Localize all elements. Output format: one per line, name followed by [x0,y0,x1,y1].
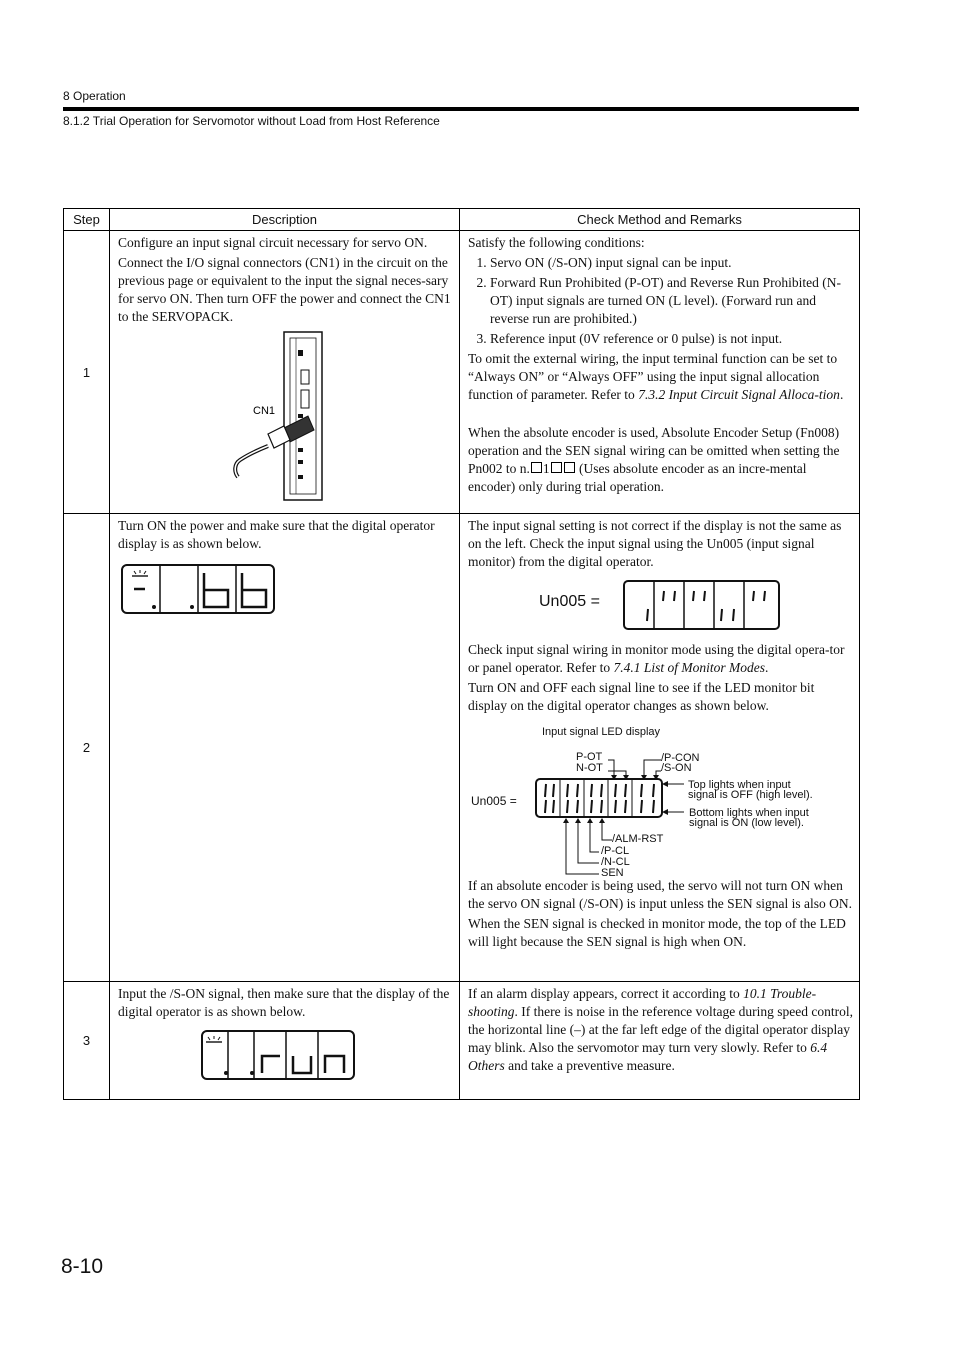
list-item: 1. Servo ON (/S-ON) input signal can be input. [490,254,853,272]
label-n-cl: /N-CL [601,856,630,868]
step1-condition-list [468,254,853,348]
label-n-ot: N-OT [576,762,603,774]
step3-check [460,982,860,1100]
signal-bit-diagram [468,717,858,887]
un005-led-display [622,579,782,633]
page-number: 8-10 [61,1255,104,1278]
ref-troubleshooting[interactable]: 10.1 Trouble-shooting [468,986,817,1019]
list-item: 3. Reference input (0V reference or 0 pulse) is not input. [490,330,853,348]
step3-description [110,982,460,1100]
step1-check-intro: Satisfy the following conditions: [468,235,645,250]
label-sen: SEN [601,867,624,879]
label-p-con: /P-CON [661,752,700,764]
step1-desc-p2: Connect the I/O signal connectors (CN1) in the circuit on the previous page or equivalent to the input the signal neces-sary for servo ON. Then turn OFF the power and connect the CN1 to the SERVOPACK. [118,255,451,324]
note-bottom-1: Bottom lights when input [689,807,809,819]
table-row-step-2 [64,514,860,982]
step2-check-p1: The input signal setting is not correct if the display is not the same as on the left. Check the input signal using the Un005 (input signal monitor) from the digital operator. [468,518,842,569]
label-s-on: /S-ON [661,762,692,774]
input-signal-led-diagram [468,717,853,877]
step1-check [460,231,860,514]
label-p-ot: P-OT [576,751,603,763]
step2-check-p3: Turn ON and OFF each signal line to see if the LED monitor bit display on the digital operator changes as shown below. [468,680,815,713]
col-step-header: Step [64,209,110,231]
step1-check-p2: To omit the external wiring, the input terminal function can be set to “Always ON” or “Always OFF” using the input signal allocation function of parameter. Refer to 7.3.2 Input Circuit Signal Alloca-tion. [468,351,844,402]
note-top-1: Top lights when input [688,779,791,791]
list-item: 2. Forward Run Prohibited (P-OT) and Reverse Run Prohibited (N-OT) input signals are turned ON (L level). (Forward run and reverse run are prohibited.) [490,274,853,328]
note-top-2: signal is OFF (high level). [688,789,813,801]
cn1-label: CN1 [253,405,276,417]
step2-check [460,514,860,982]
ref-monitor-modes[interactable]: 7.4.1 List of Monitor Modes [613,660,765,675]
un005-monitor [468,573,853,637]
label-p-cl: /P-CL [601,845,630,857]
un005-label: Un005 = [539,593,600,610]
step2-check-p2: Check input signal wiring in monitor mode using the digital opera-tor or panel operator. Refer to 7.4.1 List of Monitor Modes. [468,642,845,675]
ref-input-allocation[interactable]: 7.3.2 Input Circuit Signal Alloca-tion [638,387,840,402]
step3-check-text: If an alarm display appears, correct it according to 10.1 Trouble-shooting. If there is noise in the reference voltage during speed control, the horizontal line (–) at the far left edge of the digital operator display may blink. Also the servomotor may turn very slowly. Refer to 6.4 Others and take a preventive measure. [468,986,854,1073]
step1-desc-p1: Configure an input signal circuit necessary for servo ON. [118,235,428,250]
diagram-un005: Un005 = [471,794,517,808]
header-rule [63,107,859,111]
chapter-header: 8 Operation [63,89,126,103]
step1-check-p3: When the absolute encoder is used, Absolute Encoder Setup (Fn008) operation and the SEN signal wiring can be omitted when setting the Pn002 to n. 1 (Uses absolute encoder as an incre-mental encoder) only during trial operation. [468,425,840,494]
col-check-header: Check Method and Remarks [460,209,860,231]
step2-description [110,514,460,982]
digital-operator-bb-display [118,561,278,617]
step2-check-p4: If an absolute encoder is being used, the servo will not turn ON when the servo ON signal (/S-ON) is input unless the SEN signal is also ON. [468,878,852,911]
step-number: 2 [64,514,110,982]
step2-check-p5: When the SEN signal is checked in monitor mode, the top of the LED will light because the SEN signal is high when ON. [468,916,846,949]
servopack-drawing [118,330,454,502]
servopack-illustration [118,328,453,500]
diagram-title: Input signal LED display [542,726,661,738]
col-description-header: Description [110,209,460,231]
ref-others[interactable]: 6.4 Others [468,1040,828,1073]
trial-operation-table [63,208,860,1100]
step2-desc: Turn ON the power and make sure that the digital operator display is as shown below. [118,518,435,551]
section-header: 8.1.2 Trial Operation for Servomotor without Load from Host Reference [63,114,440,128]
step-number: 3 [64,982,110,1100]
step-number: 1 [64,231,110,514]
step3-desc: Input the /S-ON signal, then make sure that the display of the digital operator is as shown below. [118,986,450,1019]
table-header-row [64,209,860,231]
digital-operator-run-display [198,1027,358,1083]
table-row-step-3 [64,982,860,1100]
table-row-step-1 [64,231,860,514]
note-bottom-2: signal is ON (low level). [689,817,804,829]
step1-description [110,231,460,514]
label-alm-rst: /ALM-RST [612,833,664,845]
